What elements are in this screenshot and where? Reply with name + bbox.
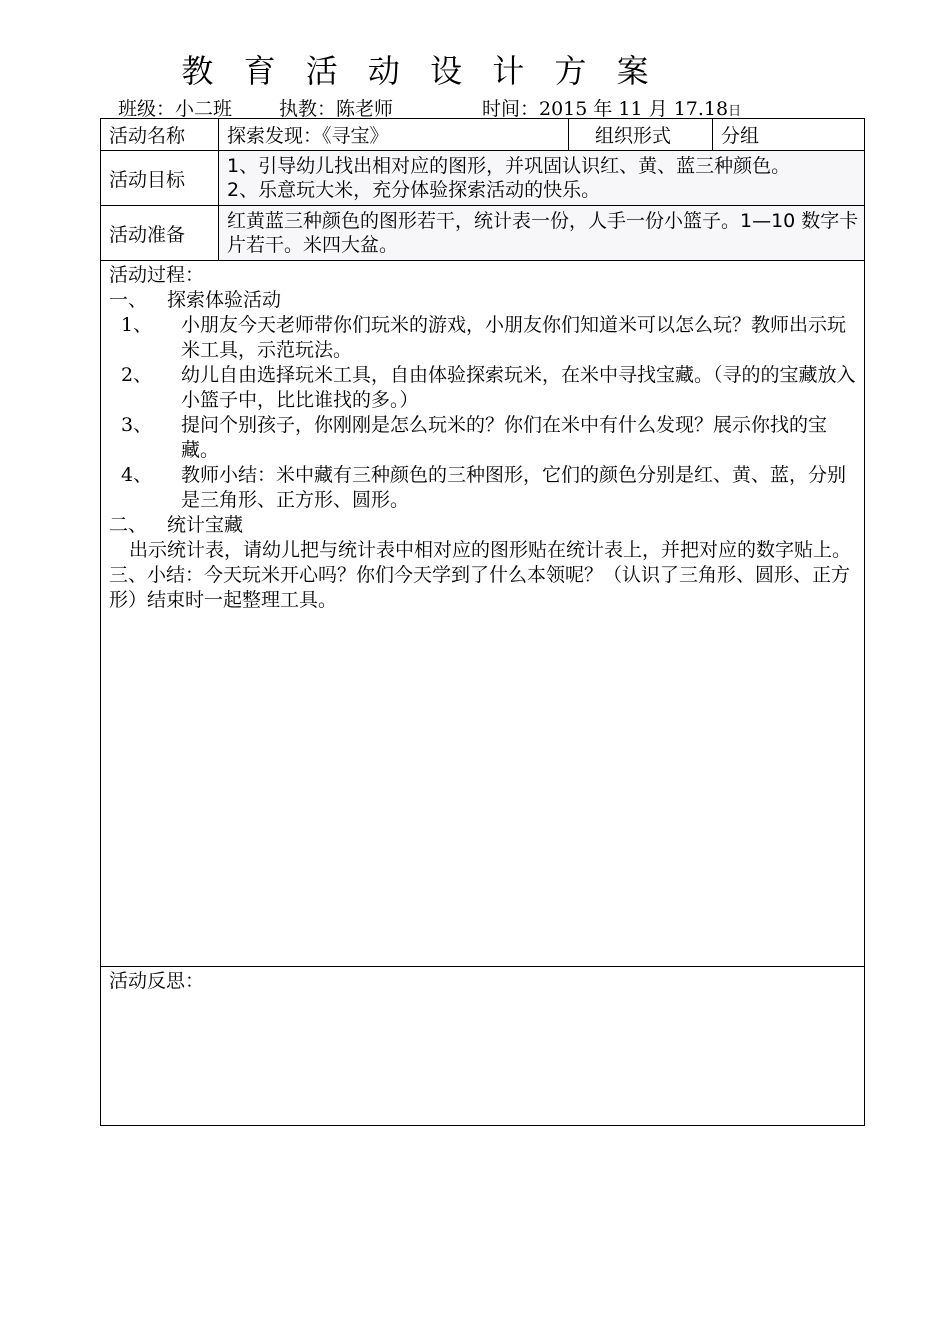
time-text: 时间：2015 年 11 月 17.18 — [482, 98, 729, 120]
step-number: 3、 — [121, 414, 153, 436]
section-3-text: 三、小结：今天玩米开心吗？你们今天学到了什么本领呢？（认识了三角形、圆形、正方形）结束时一起整理工具。 — [109, 564, 851, 611]
activity-reflection-cell — [101, 967, 865, 1126]
step-text: 小朋友今天老师带你们玩米的游戏，小朋友你们知道米可以怎么玩？教师出示玩米工具，示范玩法。 — [181, 314, 847, 361]
section-1-title: 探索体验活动 — [167, 289, 282, 311]
step-text: 幼儿自由选择玩米工具，自由体验探索玩米，在米中寻找宝藏。（寻的的宝藏放入小篮子中，比比谁找的多。） — [181, 364, 856, 411]
step-number: 1、 — [121, 314, 153, 336]
reflection-label: 活动反思： — [109, 970, 205, 992]
section-2-number: 二、 — [109, 514, 148, 536]
process-label: 活动过程： — [109, 264, 205, 286]
process-step — [109, 363, 856, 413]
activity-reflection-row — [101, 967, 865, 1126]
activity-goal-value — [219, 151, 865, 206]
process-step — [109, 463, 856, 513]
activity-name-label: 活动名称 — [101, 119, 219, 151]
day-suffix: 日 — [728, 104, 742, 119]
class-info: 班级：小二班 — [118, 98, 233, 120]
document-title: 教 育 活 动 设 计 方 案 — [181, 52, 659, 90]
section-1-number: 一、 — [109, 289, 148, 311]
section-1-heading — [109, 288, 856, 313]
section-2-text: 出示统计表，请幼儿把与统计表中相对应的图形贴在统计表上，并把对应的数字贴上。 — [129, 539, 852, 561]
plan-table — [100, 118, 865, 1126]
step-number: 2、 — [121, 364, 153, 386]
org-form-label: 组织形式 — [569, 119, 713, 151]
time-info — [482, 94, 741, 121]
activity-goal-label: 活动目标 — [101, 151, 219, 206]
activity-prep-value: 红黄蓝三种颜色的图形若干，统计表一份，人手一份小篮子。1—10 数字卡片若干。米四大盆。 — [219, 206, 865, 261]
activity-process-cell — [101, 261, 865, 967]
org-form-value: 分组 — [713, 119, 865, 151]
section-2-title: 统计宝藏 — [167, 514, 244, 536]
process-step — [109, 413, 856, 463]
goal-item: 1、引导幼儿找出相对应的图形，并巩固认识红、黄、蓝三种颜色。 — [227, 155, 791, 177]
process-step — [109, 313, 856, 363]
activity-name-row — [101, 119, 865, 151]
activity-prep-label: 活动准备 — [101, 206, 219, 261]
activity-name-value: 探索发现：《寻宝》 — [219, 119, 569, 151]
teacher-info: 执教：陈老师 — [279, 98, 394, 120]
section-2-heading — [109, 513, 856, 538]
step-number: 4、 — [121, 464, 153, 486]
activity-goal-row — [101, 151, 865, 206]
goal-item: 2、乐意玩大米，充分体验探索活动的快乐。 — [227, 179, 601, 201]
step-text: 提问个别孩子，你刚刚是怎么玩米的？你们在米中有什么发现？展示你找的宝藏。 — [181, 414, 828, 461]
activity-process-row — [101, 261, 865, 967]
activity-prep-row — [101, 206, 865, 261]
step-text: 教师小结：米中藏有三种颜色的三种图形，它们的颜色分别是红、黄、蓝，分别是三角形、正方形、圆形。 — [181, 464, 847, 511]
